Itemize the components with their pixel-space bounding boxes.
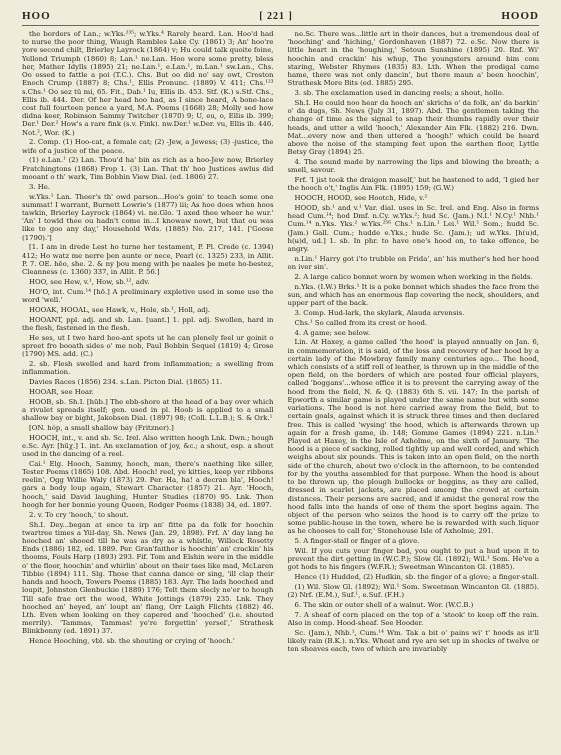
entry-paragraph: Sh.I. He could noo hear da hooch an' skrichs o' da folk, an' da barkin' o' da dugs, Sh. News (July 31, 1897). Abd. The gentlemen taking the change of time as the signal to snap their thumbs rapidly over their heads, and utter a wild 'hooch,' Alexander Ain Flk. (1882) 216. Dwn. Mat...every now and then uttered a 'hoogh!' which could be heard above the noise of the stamping feet upon the earthen floor, Lyttle Betsy Gray (1894) 25. xyxy=(287,98,539,157)
entry-paragraph: 2. v. To cry 'hooch,' to shout. xyxy=(29,510,129,519)
dictionary-columns xyxy=(22,30,539,749)
entry-paragraph: Hence Hooching, vbl. sb. the shouting or crying of 'hooch.' xyxy=(29,637,235,646)
entry-paragraph: Frf. 'I jist took the draigon maself,' but he hastened to add, 'I gied her the hooch o't,' Inglis Ain Flk. (1895) 159; (G.W.) xyxy=(287,176,539,193)
entry-paragraph: 3. Comp. Hud-lark, the skylark, Alauda arvensis. xyxy=(294,308,465,317)
entry-paragraph: HOOAR, see Hoar. xyxy=(29,387,94,396)
entry-paragraph: [1. I am in drede Lest ho turne her testament, P. Pl. Crede (c. 1394) 412; Ho watz me nerre þen aunte or nece, Pearl (c. 1325) 233, in Allit. P. 7. OE. hēo, she. 2. & ny þou meng with þe naales þe mete ho-bestez, Cleanness (c. 1360) 337, in Allit. P. 56.] xyxy=(22,243,274,277)
entry-paragraph: 3. He. xyxy=(29,182,51,191)
entry-paragraph: 4. A game; see below. xyxy=(294,328,371,337)
entry-paragraph: the borders of Lan.; w.Yks.²³⁵; w.Yks.⁴ Rarely heard. Lan. Hoo'd had to nurse the poor thing, Waugh Rambles Lake Cy. (1861) 3; An' hoo're yore second chilt, Brierley Layrock (1864) v; Hu could talk quoite foine, Yellond Triumph (1860) 8; Lan.¹ ne.Lan. Hoo were some pretty, bless her, Mather Idylls (1895) 21; ne.Lan.¹, e.Lan.¹, m.Lan.¹ sw.Lan., Chs. Oo ossed to fattle a poi (T.C.). Chs. But oo did no' say owt, Croston Enoch Crump (1887) 8; Chs.¹, Ellis Pronunc. (1889) V. 411; Chs.¹²³ s.Chs.¹ Oo sez tü mi, 65. Fit., Dab.¹ Iu, Ellis ib. 453. Stf. (K.) s.Stf. Chs., Ellis ib. 444. Der. Of her head hoo had, as I since heard, A bone-lace cost full fourteen pence a yard, M.A. Poems (1668) 28; Molly sed how didna keer, Robinson Sammy Twitcher (1870) 9; U, eu, o, Ellis ib. 399; Der.¹ Der.² How's a rare fink (s.v. Fink). nw.Der.¹ w.Der. vu, Ellis ib. 446. Not.², Wor. (K.) xyxy=(22,30,274,137)
entry-paragraph: Sc. (Jam.), Nhb.¹, Cum.¹⁴ Wm. Tak a bit o' pains wi' t' hoods as it'll likely rain (B.K.). n.Yks. Wheat and rye are set up in shocks of twelve or ten sheaves each, two of which are invariably xyxy=(287,628,539,654)
running-head-left: HOO xyxy=(22,10,51,22)
entry-paragraph: Sh.I. Dey...began at ence ta irp an' fitte pa da folk for hoochin twartree times a Yül-day, Sh. News (Jan. 29, 1898). Frf. A' day lang he hooched an' shooed till he was as dry as a whistle, Willock Rosetty Ends (1886) 182, ed. 1889. Per. Gran'faither is hoochin' an' crackin' his thooms, Fouls Harp (1893) 293. Fif. Tom and Elshin were in the middle o' the floor, hoochin' and whirlin' about on their taes like mad, McLaren Tibbie (1894) 111. Slg. Those that canna dance or sing, 'ill clap their hands and hooch, Towers Poems (1885) 183. Ayr. The lads hooched and loupit, Johnston Glenbuckie (1889) 176; Telt them slecly ne'er to hough Till safe frae ort the wood, White Jottings (1879) 235. Lnk. They hooched an' heyed, an' loupt an' flang, Orr Laigh Flichts (1882) 46. Lth. Even when looking on they capered and 'hooched' (i.e. shouted merrily). 'Tammas, Tammas! ye're forgettin' yersel',' Strathesk Blinkbonny (ed. 1891) 37. xyxy=(22,520,274,636)
running-head-right: HOOD xyxy=(501,10,539,22)
entry-paragraph: HOO, see Hew, v.¹, How, sb.¹², adv. xyxy=(29,277,150,286)
entry-paragraph: Cai.¹ Elg. Hooch, Sammy, hooch, man, there's naething like siller, Tester Poems (1865) 108. Abd. Hooch! reel, ye kitties, keep yer ribbons reelin', Ogg Willie Waly (1873) 29. Per. Ha, ha! a decran bla', Hooch! gars a body loup again, Stewart Character (1857) 21. Ayr. 'Hooch, hooch,' said David laughing, Hunter Studies (1870) 95. Lnk. Then hoogh for her bonnie young Queen, Rodger Poems (1838) 34, ed. 1897. xyxy=(22,459,274,509)
entry-paragraph: HOOAK, HOOAL, see Hawk, v., Hole, sb.¹, Holl, adj. xyxy=(29,305,211,314)
entry-paragraph: 2. A large calico bonnet worn by women when working in the fields. xyxy=(294,272,533,281)
entry-paragraph: HO'O, int. Cum.¹⁴ [hō.] A preliminary expletive used in some use the word 'well.' xyxy=(22,287,274,304)
entry-paragraph: 5. A finger-stall or finger of a glove. xyxy=(294,537,420,546)
right-column xyxy=(288,30,540,749)
entry-paragraph: He ses, ut I two hard hoo-ant spots ut he can plenely feel ur goinit o spreet fro booath sides o' me nob, Paul Bobbin Sequel (1819) 4; Grose (1790) MS. add. (C.) xyxy=(22,333,274,359)
entry-paragraph: HOOANT, ppl. adj. and sb. Lan. [uant.] 1. ppl. adj. Swollen, hard in the flesh, fastened in the flesh. xyxy=(22,315,274,332)
entry-paragraph: (1) Wil. Slow Gl. (1892); Wil.¹ Som. Sweetman Wincanton Gl. (1885). (2) Nrf. (E.M.), Suf.¹, e.Suf. (F.H.) xyxy=(287,583,539,600)
entry-paragraph: n.Yks. (I.W.) Brks.¹ It is a poke bonnet which shades the face from the sun, and which has an enormous flap covering the neck, shoulders, and upper part of the back. xyxy=(287,282,539,308)
entry-paragraph: 6. The skin or outer shell of a walnut. Wor. (W.C.B.) xyxy=(294,601,474,610)
header-rule xyxy=(22,25,539,26)
entry-paragraph: Davies Races (1856) 234. s.Lan. Picton Dial. (1865) 11. xyxy=(29,377,223,386)
entry-paragraph: Chs.¹ So called from its crest or hood. xyxy=(294,318,428,327)
entry-paragraph: HOOD, sb.¹ and v.¹ Var. dial. uses in Sc. Irel. and Eng. Also in forms head Cum.¹⁴; hod Dmf. n.Cy. w.Yks.²; hud Sc. (Jam.) N.I.¹ N.Cy.¹ Nhb.¹ Cum.¹⁴ n.Yks. Yks.² w.Yks.²⁵⁶ Chs.¹ n.Lin.¹ Lei.¹ Wil.¹ Som.; hudd Sc. (Jam.) Gall. Cum.; hudde e.Yks.; hude Sc. (Jam.); ud w.Yks. [h(u)d, h(ʉ)d, ud.] 1. sb. In phr. to have one's hood on, to take offence, be angry. xyxy=(287,203,539,254)
entry-paragraph: n.Lin.¹ Harry got i'to trubble on Frida', an' his muther's hed her hood on iver sin'. xyxy=(287,254,539,272)
entry-paragraph: [ON. hóp, a small shallow bay (Fritzner).] xyxy=(29,423,174,432)
entry-paragraph: Hence (1) Hudded, (2) Hudkin, sb. the finger of a glove; a finger-stall. xyxy=(294,573,539,582)
entry-paragraph: 3. sb. The exclamation used in dancing reels; a shout, hollo. xyxy=(294,89,504,98)
entry-paragraph: HOOB, sb. Sh.I. [hūb.] The ebb-shore at the head of a bay over which a rivulet spreads itself; gen. used in pl. Hoob is applied to a small shallow bay or bight, Jakobsen Dial. (1897) 98; (Coll. L.L.B.); S. & Ork.¹ xyxy=(22,397,274,422)
page-header xyxy=(22,8,539,24)
entry-paragraph: Lin. At Haxey, a game called 'the hood' is played annually on Jan. 6, in commemoration, it is said, of the loss and recovery of her hood by a certain lady of the Mowbray family many centuries ago... The hood, which consists of a stiff roll of leather, is thrown up in the middle of the open field, on the borders of which are posted four official players, called 'boggans'...whose office it is to prevent the carrying away of the hood from the field, N. & Q. (1883) 6th S. vii. 147; In the parish of Epworth a similar game is played under the same name but with some variations. The hood is not here carried away from the field, but to certain goals, against which it is struck three times and then declared free. This is called 'wysing' the hood, which is afterwards thrown up again for a fresh game, ib. 148; Gomme Games (1894) 221. n.Lin.¹ Played at Haxey, in the Isle of Axholme, on the sixth of January. 'The hood is a piece of sacking, rolled tightly up and well corded, and which weighs about six pounds. This is taken into an open field, on the north side of the church, about two o'clock in the afternoon, to be contended for by the youths assembled for that purpose. When the hood is about to be thrown up, the plough bullocks or boggins, as they are called, dressed in scarlet jackets, are placed among the crowd at certain distances. Their persons are sacred, and if amidst the general row the hood falls into the hands of one of them the sport begins again. The object of the person who seizes the hood is to carry off the prize to some public-house in the town, where he is rewarded with such liquor as he chooses to call for,' Stonehouse Isle of Axholme, 291. xyxy=(287,338,539,536)
entry-paragraph: w.Yks.¹ Lan. Theer's th' owd parson...Hoo's goin' to teach some one summat! I warrant, Burnett Lowrie's (1877) iii; As hoo does when hoos tawkin, Brierley Layrock (1864) vi. ne.Glo. 'I axed thee wheer he wur.' 'An' I towld thee ou hadn't come in...I knowaw nowt, but that ou was like to goo any day,' Household Wds. (1885) No. 217, 141. ['Goose (1790).'] xyxy=(22,192,274,242)
page-number: [ 221 ] xyxy=(259,10,293,22)
entry-paragraph: Wil. If you cuts your finger bad, you ought to put a hud upon it to prevent the dirt getting in (W.C.P.); Slow Gl. (1892); Wil.¹ Som. He've a got hods to his fingers (W.F.R.); Sweetman Wincanton Gl. (1885). xyxy=(287,547,539,572)
entry-paragraph: 2. Comp. (1) Hoo-cat, a female cat; (2) -Jew, a Jewess; (3) -justice, the wife of a justice of the peace. xyxy=(22,138,274,155)
entry-paragraph: 2. sb. Flesh swelled and hard from inflammation; a swelling from inflammation. xyxy=(22,359,274,377)
entry-paragraph: 7. A sheaf of corn placed on the top of a 'stook' to keep off the rain. Also in comp. Hood-sheaf. See Hooder. xyxy=(287,610,539,628)
entry-paragraph: HOOCH, HOOD, see Hootch, Hide, v.² xyxy=(294,194,428,203)
entry-paragraph: HOOCH, int., v. and sb. Sc. Irel. Also written hoogh Lnk. Dwn.; hough e.Sc. Ayr. [hūχ.] 1. int. An exclamation of joy, &c.; a shout, esp. a shout used in the dancing of a reel. xyxy=(22,433,274,458)
entry-paragraph: 4. The sound made by narrowing the lips and blowing the breath; a smell, savour. xyxy=(287,158,539,175)
entry-paragraph: ne.Sc. There was...little art in their dances, but a tremendous deal of 'hooching' and 'hiching,' Gordonhaven (1887) 72. e.Sc. Now there is little heart in the 'houghing,' Setoun Sunshine (1895) 20. Rnf. Wi' hoochin and crackin' his whup, The youngsters around him com staring, Webster Rhymes (1835) 83. Lth. When the prodigal came hame, there was not only dancin', but there maun a' been hoochin', Strathesk More Bits (ed. 1885) 295. xyxy=(287,30,539,88)
entry-paragraph: (1) e.Lan.¹ (2) Lan. Thou'd ha' bin as rich as a hoo-Jew now, Brierley Fratchingtons (1868) Frop 1. (3) Lan. That th' hoo Justices awlus did mooant o th' wark, Tim Bobbin View Dial. (ed. 1806) 27. xyxy=(22,156,274,181)
left-column xyxy=(22,30,274,749)
